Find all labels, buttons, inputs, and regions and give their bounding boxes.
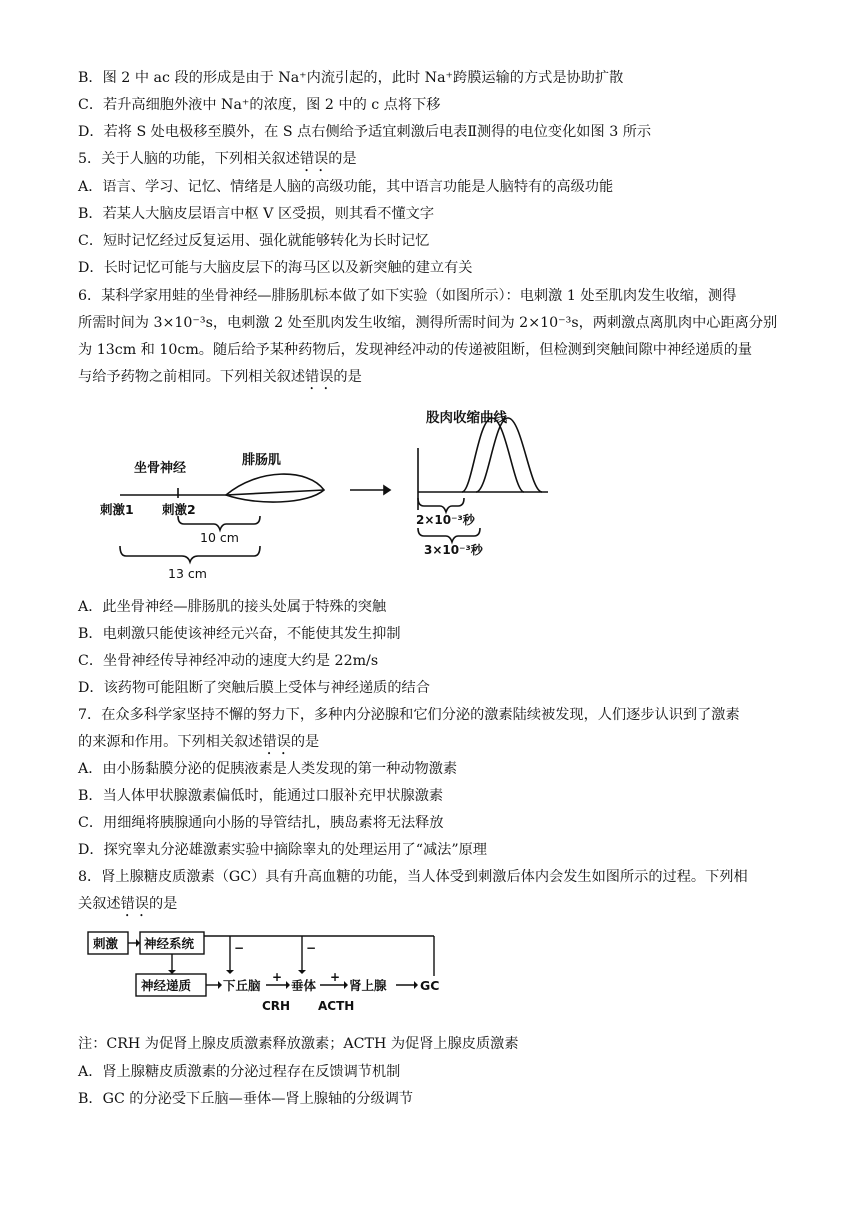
pituitary-label: 垂体 — [291, 978, 317, 993]
q4-option-d: D．若将 S 处电极移至膜外，在 S 点右侧给予适宜刺激后电表Ⅱ测得的电位变化如图 3 所示 — [78, 124, 652, 140]
stimulus-2-label: 刺激2 — [162, 502, 196, 517]
hypothalamus-label: 下丘脑 — [223, 978, 261, 993]
q4-option-c: C．若升高细胞外液中 Na⁺的浓度，图 2 中的 c 点将下移 — [78, 97, 441, 113]
plus-sign-crh: + — [272, 970, 283, 984]
q6-stem-line-1: 6．某科学家用蛙的坐骨神经—腓肠肌标本做了如下实验（如图所示）：电刺激 1 处至肌肉发生收缩，测得 — [78, 288, 737, 304]
gc-label: GC — [420, 978, 440, 993]
q6-option-a: A．此坐骨神经—腓肠肌的接头处属于特殊的突触 — [78, 599, 387, 615]
gc-regulation-figure — [84, 926, 454, 1018]
neurotransmitter-label: 神经递质 — [141, 978, 192, 993]
q4-option-b: B．图 2 中 ac 段的形成是由于 Na⁺内流引起的，此时 Na⁺跨膜运输的方式是协助扩散 — [78, 70, 624, 86]
q5-stem: 5．关于人脑的功能，下列相关叙述错误的是 — [78, 151, 357, 167]
q8-note: 注：CRH 为促肾上腺皮质激素释放激素；ACTH 为促肾上腺皮质激素 — [78, 1036, 519, 1052]
q7-option-d: D．探究睾丸分泌雄激素实验中摘除睾丸的处理运用了“减法”原理 — [78, 842, 487, 858]
q5-option-b: B．若某人大脑皮层语言中枢 V 区受损，则其看不懂文字 — [78, 206, 435, 222]
stimulus-label: 刺激 — [93, 936, 119, 951]
q6-stem-line-3: 为 13cm 和 10cm。随后给予某种药物后，发现神经冲动的传递被阻断，但检测到突触间隙中神经递质的量 — [78, 342, 753, 358]
q8-stem-line-1: 8．肾上腺糖皮质激素（GC）具有升高血糖的功能，当人体受到刺激后体内会发生如图所示的过程。下列相 — [78, 869, 748, 885]
contraction-curve-2 — [462, 418, 524, 492]
q5-option-c: C．短时记忆经过反复运用、强化就能够转化为长时记忆 — [78, 233, 430, 249]
q8-stem-line-2: 关叙述错误的是 — [78, 896, 178, 912]
gastrocnemius-muscle-shape — [226, 474, 324, 502]
stimulus-1-label: 刺激1 — [100, 502, 134, 517]
minus-sign-hypothalamus: − — [234, 941, 245, 955]
plus-sign-acth: + — [330, 970, 341, 984]
q6-stem-line-4: 与给予药物之前相同。下列相关叙述错误的是 — [78, 369, 362, 385]
q8-option-b: B．GC 的分泌受下丘脑—垂体—肾上腺轴的分级调节 — [78, 1091, 414, 1107]
q6-option-d: D．该药物可能阻断了突触后膜上受体与神经递质的结合 — [78, 680, 430, 696]
q8-option-a: A．肾上腺糖皮质激素的分泌过程存在反馈调节机制 — [78, 1064, 401, 1080]
adrenal-label: 肾上腺 — [349, 978, 387, 993]
q6-stem-line-2: 所需时间为 3×10⁻³s，电刺激 2 处至肌肉发生收缩，测得所需时间为 2×10⁻³s，两刺激点离肌肉中心距离分别 — [78, 315, 778, 331]
q7-stem-line-1: 7．在众多科学家坚持不懈的努力下，多种内分泌腺和它们分泌的激素陆续被发现，人们逐步认识到了激素 — [78, 707, 740, 723]
q7-option-c: C．用细绳将胰腺通向小肠的导管结扎，胰岛素将无法释放 — [78, 815, 444, 831]
gastrocnemius-label: 腓肠肌 — [242, 453, 282, 468]
q7-option-b: B．当人体甲状腺激素偏低时，能通过口服补充甲状腺激素 — [78, 788, 444, 804]
q5-option-a: A．语言、学习、记忆、情绪是人脑的高级功能，其中语言功能是人脑特有的高级功能 — [78, 179, 614, 195]
time-3ms-label: 3×10⁻³秒 — [424, 543, 483, 557]
distance-10cm-label: 10 cm — [200, 530, 239, 545]
minus-sign-pituitary: − — [306, 941, 317, 955]
q5-option-d: D．长时记忆可能与大脑皮层下的海马区以及新突触的建立有关 — [78, 260, 473, 276]
crh-label: CRH — [262, 999, 291, 1013]
contraction-curve-title: 股肉收缩曲线 — [426, 410, 507, 426]
nerve-muscle-figure — [78, 398, 558, 586]
acth-label: ACTH — [318, 999, 355, 1013]
q6-option-b: B．电刺激只能使该神经元兴奋，不能使其发生抑制 — [78, 626, 401, 642]
nervous-system-label: 神经系统 — [144, 936, 195, 951]
q7-option-a: A．由小肠黏膜分泌的促胰液素是人类发现的第一种动物激素 — [78, 761, 458, 777]
q7-stem-line-2: 的来源和作用。下列相关叙述错误的是 — [78, 734, 320, 750]
q6-option-c: C．坐骨神经传导神经冲动的速度大约是 22m/s — [78, 653, 379, 669]
sciatic-nerve-label: 坐骨神经 — [134, 461, 187, 476]
distance-13cm-label: 13 cm — [168, 566, 207, 581]
time-2ms-label: 2×10⁻³秒 — [416, 513, 475, 527]
